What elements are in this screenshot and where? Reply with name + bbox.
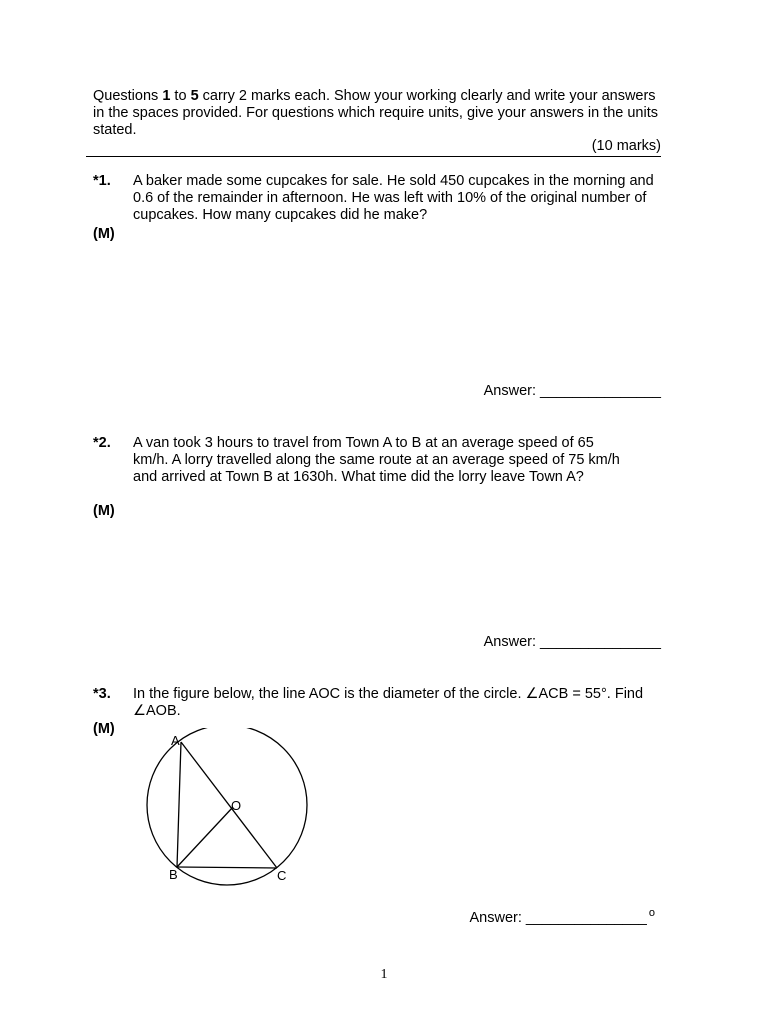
point-o-label: O [231,798,242,813]
point-c-label: C [277,868,287,883]
degree-symbol: o [648,907,655,919]
instructions-text-3: carry 2 marks each. Show your working clearly and write your answers in the spaces provided. For questions which require units, give your answers in the units stated. [93,88,658,138]
point-a-label: A [171,733,180,748]
question-1-tag: (M) [93,226,115,242]
question-1-answer-line: Answer: _______________ [483,383,661,399]
question-3-number: *3. [93,686,111,702]
question-1-text: A baker made some cupcakes for sale. He sold 450 cupcakes in the morning and 0.6 of the remainder in afternoon. He was left with 10% of the original number of cupcakes. How many cupcakes did he make? [133,173,654,223]
diameter-aoc [181,742,277,868]
instructions [93,88,668,139]
instructions-first-question: 1 [162,88,171,104]
page-number: 1 [380,967,388,982]
chord-ab [177,742,181,867]
point-b-label: B [169,867,178,882]
question-2-answer-line: Answer: _______________ [483,634,661,650]
question-3-tag: (M) [93,721,115,737]
circle-figure [140,728,315,888]
question-3-answer-label: Answer: _______________ [469,910,647,926]
total-marks: (10 marks) [591,138,661,154]
question-1-number: *1. [93,173,111,189]
instructions-text-1: Questions [93,88,163,104]
instructions-last-question: 5 [190,88,199,104]
question-3-answer-line [470,905,656,927]
question-2-text: A van took 3 hours to travel from Town A to B at an average speed of 65 km/h. A lorry travelled along the same route at an average speed of 75 km/h and arrived at Town B at 1630h. What time did the lorry leave Town A? [133,435,620,485]
question-2-number: *2. [93,435,111,451]
question-2-tag: (M) [93,503,115,519]
instructions-text-2: to [170,88,191,104]
question-3-text: In the figure below, the line AOC is the diameter of the circle. ∠ACB = 55°. Find ∠AOB. [133,686,644,719]
section-divider [86,156,661,157]
circle-outline [147,728,307,885]
chord-bc [177,867,277,868]
radius-ob [177,807,233,867]
